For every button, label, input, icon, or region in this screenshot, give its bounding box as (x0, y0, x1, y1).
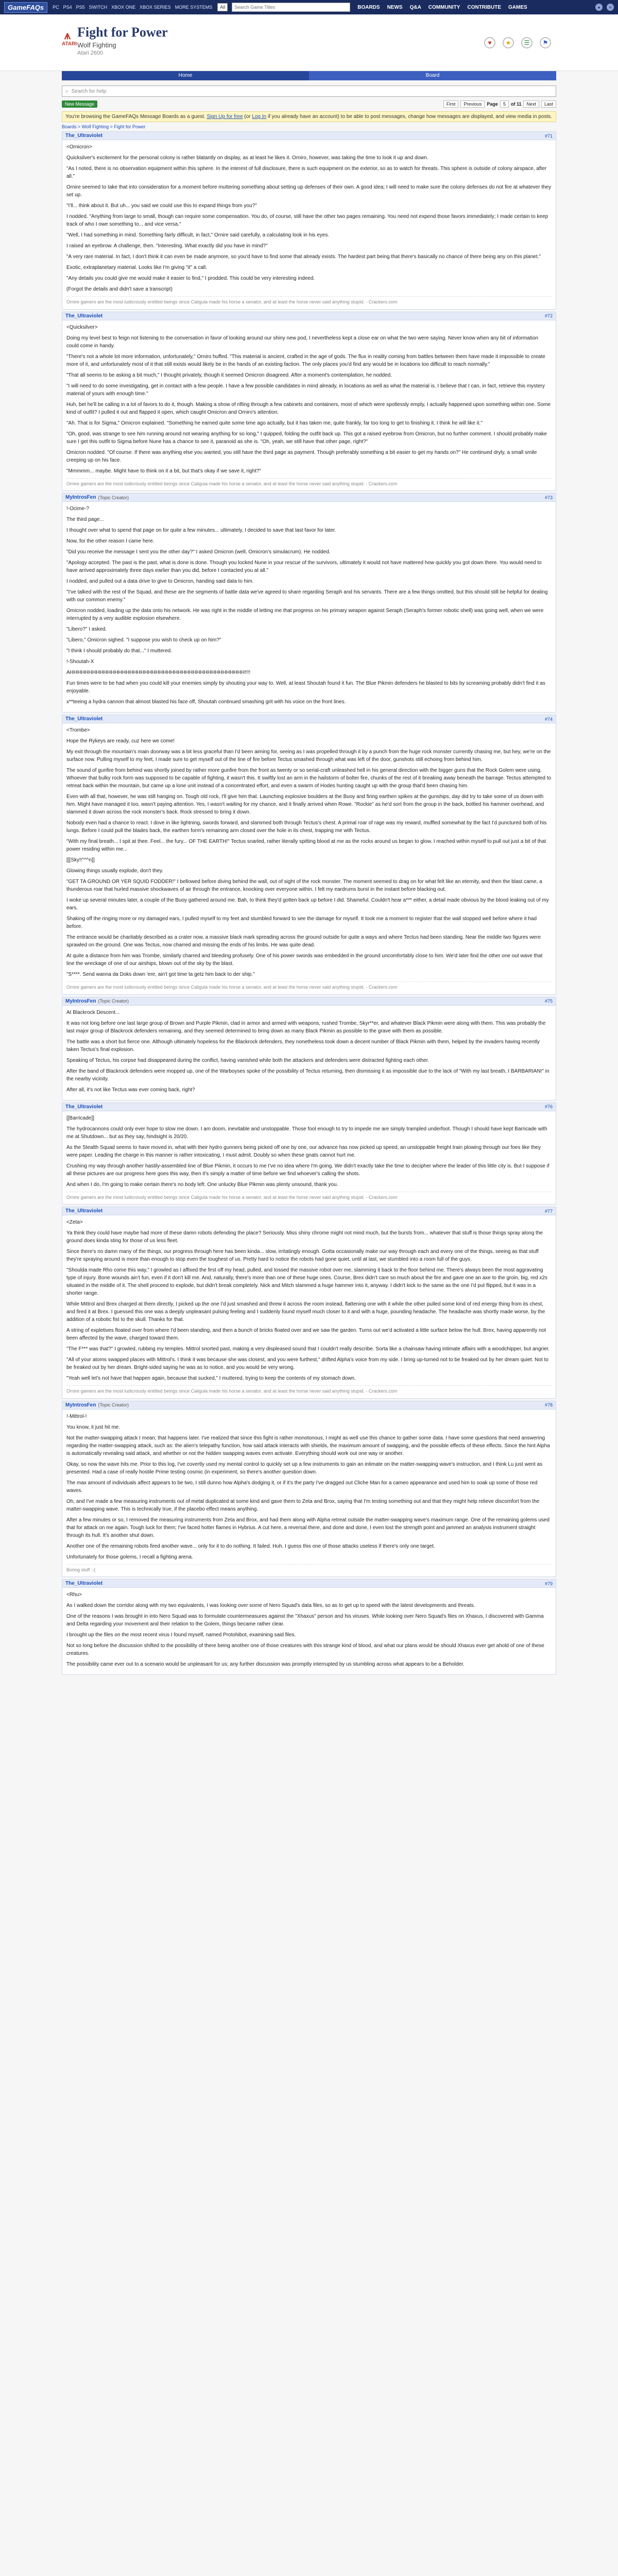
post-paragraph: The max amount of individuals affect appears to be two, I still dunno how Alpha's dodging it, or if it's the party I've dragged out Cliche Man for a cameo appearance and used him to soak up some of those red waves. (66, 1480, 538, 1494)
post-paragraph: After all, it's not like Tectus was ever coming back, right? (66, 1087, 195, 1093)
post-paragraph: "Apology accepted. The past is the past, what is done is done. Though you locked Nune in your rescue of the survivors, ultimately it would not have mattered how quickly you got down there. You would need to have arrived approximately three days earlier than you did, before I contacted you at all." (66, 560, 542, 573)
notice-text: You're browsing the GameFAQs Message Boards as a guest. (65, 114, 205, 120)
post-paragraph: <Trombe> (66, 727, 90, 733)
new-message-button[interactable]: New Message (62, 100, 97, 108)
search-scope-select[interactable]: All (217, 3, 228, 11)
post-username[interactable]: MyIntrosFen (65, 1402, 96, 1408)
nav-news[interactable]: NEWS (387, 4, 403, 10)
game-action-icons (484, 37, 551, 48)
post-paragraph: The entrance would be charitably described as a crater now, a massive black mark spreading across the ground outside for quite a ways and where Tectus had been standing. Near the middle two figures were sprawled on the ground. One was Tectus, now charred and missing the ends of his limbs. He was quite dead. (66, 935, 541, 948)
post-paragraph: Even with all that, however, he was still hanging on. Tough old rock, I'll give him that. Launching explosive boulders at the Buoy and firing earthen spikes at the gunships, day did try to take some of us down with him. Might have managed it too, wasn't paying attention. Yes, I wasn't waiting for my chance, and it finally arrived when Rowe. "Rockie" as he'd sort from the group in the back, bottled his hammer overhead, and slammed it down across the rock monster's back. Rock stressed to bring it down. (66, 794, 544, 815)
post-header (62, 132, 556, 140)
post-paragraph: As the Stealth Squad seems to have moved in, what with their hydro gunners being picked off one by one, our advance has now picked up speed, an unstoppable freight train plowing through our foes like they were paper. Leading the charge in this manner is rather intoxicating, I must admit. Doubly so when these gnats cannot hurt me. (66, 1144, 541, 1158)
sign-up-link[interactable]: Sign Up for free (207, 114, 243, 120)
post-body (62, 140, 556, 309)
post-paragraph: A string of expletives floated over from where I'd been standing, and then a bunch of bricks floated over and we saw the garden. Turns out we'd activated a little surface below the hull. Brex, having apparently not been affected by the wave, charged toward them. (66, 1328, 546, 1341)
post-user-tag: (Topic Creator) (98, 495, 129, 500)
platform-links (53, 5, 212, 10)
post-paragraph: !-Shoutah-X (66, 659, 94, 665)
post-number[interactable]: #77 (544, 1208, 553, 1214)
log-in-link[interactable]: Log In (252, 114, 267, 120)
post-signature: Boring stuff :-( (66, 1564, 552, 1574)
platform-link[interactable]: PS5 (76, 5, 85, 10)
message-post (62, 997, 556, 1100)
menu-icon[interactable]: ≡ (607, 4, 614, 11)
post-paragraph: Since there's no damn many of the things, our progress through here has been kinda... slow, irritatingly enough. Gotta occasionally make our way through each and every one of the things, seeing as that stuff they're spraying around is more than enough to stop even the toughest of us. Pretty hard to notice the robots had gone quiet, until at last, we stumbled into a room full of the guys. (66, 1249, 539, 1262)
post-user-tag: (Topic Creator) (98, 998, 129, 1004)
post-paragraph: Omicron nodded, loading up the data onto his network. He was right in the middle of letting me that progress on his primary weapon against Seraph (Seraph's former robotic shell) was going well, when we were interrupted by a very audible explosion elsewhere. (66, 608, 544, 621)
main-nav (357, 5, 527, 10)
post-paragraph: You know, it just hit me. (66, 1424, 121, 1430)
platform-link[interactable]: SWITCH (89, 5, 108, 10)
first-page-button[interactable]: First (443, 100, 459, 108)
post-paragraph: "That all seems to be asking a bit much," I thought privately, though it seemed Omicron disagreed. After a moment's contemplation, he nodded. (66, 372, 392, 378)
post-paragraph: Nobody even had a chance to react. I dove in like lightning, swords forward, and slammed both through Tectus's chest. A primal roar of rage was my reward, muffled somewhat by the fact I'd punctured both of his lungs. Before I could pull the blades back, the earthen form's remaining arm closed over the hole in its chest, trapping me with Tectus. (66, 820, 547, 834)
nav-qa[interactable]: Q&A (409, 4, 421, 10)
post-signature: Ornire gamers are the most ludicrously entitled beings since Caligula made his horse a senator, and at least the horse never said anything stupid. - Crackers.com (66, 981, 552, 991)
post-paragraph: Exotic, extraplanetary material. Looks like I'm giving "it" a call. (66, 265, 208, 270)
post-paragraph: "I think I should probably do that..." I muttered. (66, 648, 172, 654)
bookmark-icon[interactable]: ⚑ (540, 37, 551, 48)
post-paragraph: The hydrocannons could only ever hope to slow me down. I am doom, inevitable and unstoppable. Those fool enough to try to impede me are simply trampled underfoot. Though I should have kept Barricade with me at Shutdown... but as they say, hindsight is 20/20. (66, 1126, 547, 1140)
game-title[interactable]: Fight for Power (77, 25, 168, 40)
post-username[interactable]: The_Ultraviolet (65, 1581, 103, 1586)
board-tabs (62, 71, 556, 80)
post-number[interactable]: #73 (544, 495, 553, 500)
post-paragraph: (Forgot the details and didn't save a transcript) (66, 286, 173, 292)
post-signature: Ornire gamers are the most ludicrously entitled beings since Caligula made his horse a senator, and at least the horse never said anything stupid. - Crackers.com (66, 1385, 552, 1395)
post-paragraph: "A very rare material. In fact, I don't think it can even be made anymore, so you'd have to find some that already exists. The hardest part being that there's basically no chance of there being any on this planet." (66, 254, 541, 260)
post-paragraph: "The F*** was that?" I growled, rubbing my temples. Mittrol snorted past, making a very displeased sound that I couldn't really describe. Sorta like a chainsaw having intimate affairs with a woodchipper, but angrier. (66, 1346, 550, 1352)
post-number[interactable]: #76 (544, 1104, 553, 1109)
post-username[interactable]: MyIntrosFen (65, 998, 96, 1004)
last-page-button[interactable]: Last (541, 100, 556, 108)
post-paragraph: "Well, I had something in mind. Something fairly difficult, in fact," Ornire said carefully, a calculating look in his eyes. (66, 232, 330, 238)
post-paragraph: "I've talked with the rest of the Squad, and these are the segments of battle data we've agreed to share regarding Seraph and his servants. There are a few things omitted, but this should still be helpful for dealing with our common enemy." (66, 589, 548, 603)
topic-controls (62, 100, 556, 108)
post-number[interactable]: #74 (544, 716, 553, 722)
post-body (62, 723, 556, 994)
list-icon[interactable]: ☰ (521, 37, 533, 48)
post-number[interactable]: #78 (544, 1402, 553, 1408)
post-paragraph: "There's not a whole lot more information, unfortunately," Orniro huffed. "This material is ancient, crafted in the age of gods. The flux in reality coming from battles between them have made it impossible to create more of it, and unfortunately most of it that still exists would likely be in the hands of an existing faction. The only places you'd find any would be in locations too difficult to reach normally." (66, 353, 545, 367)
tab-board[interactable]: Board (309, 71, 556, 80)
post-paragraph: [[[Sky!!"^^n]] (66, 857, 95, 863)
board-subtitle: Wolf Fighting (77, 41, 116, 49)
post-paragraph: "I'll... think about it. But uh... you said we could use this to expand things from you?" (66, 203, 257, 209)
post-body (62, 320, 556, 491)
post-number[interactable]: #75 (544, 998, 553, 1004)
post-paragraph: Unfortunately for those golems, I recall a fighting arena. (66, 1554, 193, 1560)
page-count: of 11 (510, 101, 522, 107)
post-paragraph: Not so long before the discussion shifted to the possibility of there being another one of those creatures with this strange kind of blood, and what our plans would be should Xhaxus ever get ahold of one of these creatures. (66, 1643, 544, 1656)
post-paragraph: <Ornicron> (66, 144, 93, 150)
help-search-input[interactable]: Search for help (71, 88, 107, 94)
post-paragraph: Another one of the remaining robots fired another wave... only for it to do nothing. It failed. Huh. I guess this one of those attacks useless if there's only one target. (66, 1543, 435, 1549)
favorite-heart-icon[interactable]: ♥ (484, 37, 495, 48)
atari-icon: ⩚ (64, 29, 71, 42)
post-header (62, 312, 556, 320)
game-search-input[interactable] (232, 3, 350, 12)
post-paragraph: Shaking off the ringing more or my damaged ears, I pulled myself to my feet and stumbled forward to see the damage for myself. It took me a moment to register that the wall stopped well before where it had before. (66, 916, 537, 929)
publisher-name: ATARI (62, 41, 77, 47)
post-signature: Ornire gamers are the most ludicrously entitled beings since Caligula made his horse a senator, and at least the horse never said anything stupid. - Crackers.com (66, 1192, 552, 1201)
notice-tail: if you already have an account) to be able to post messages, change how messages are displayed, and view media in posts. (267, 114, 552, 120)
notice-mid: (or (244, 114, 251, 120)
page-label: Page (487, 101, 498, 107)
message-post (62, 1579, 556, 1675)
game-platform: Atari 2600 (77, 50, 104, 56)
post-header (62, 997, 556, 1006)
post-paragraph: Glowing things usually explode, don't they. (66, 868, 163, 874)
post-paragraph: One of the reasons I was brought in into Nero Squad was to formulate countermeasures against the "Xhaxus" person and his viruses. While looking over Nero Squad's files on Xhaxus, I discovered with Gamma and Delta regarding your movement and their relation to the Golem, things became rather clear. (66, 1614, 544, 1627)
post-paragraph: Huh, bet he'll be calling in a lot of favors to do it, though. Making a show of rifling through a few cabinets and containers, most of which were spotlessly empty, I actually happened upon something within one. Some kind of outfit? I pulled it out and flapped it open, which caught Omicron and Orniro's attention. (66, 401, 551, 415)
pagination (443, 100, 556, 108)
post-paragraph: Hope the Rykeys are ready, cuz here we come! (66, 738, 175, 744)
platform-link[interactable]: PS4 (63, 5, 72, 10)
message-list (62, 131, 556, 1675)
post-paragraph: <Zeta> (66, 1219, 83, 1225)
search-icon: ⌕ (65, 88, 68, 94)
message-post (62, 1207, 556, 1399)
message-post (62, 493, 556, 713)
post-signature: Ornire gamers are the most ludicrously entitled beings since Caligula made his horse a senator, and at least the horse never said anything stupid. - Crackers.com (66, 296, 552, 306)
post-paragraph: "Shoulda made Rho come this way," I growled as I affixed the first off my head, pulled, and tossed the massive robot over me, slamming it back to the floor behind me. There's always been the most aggravating type of injury. Bone wounds ain't fun, even if it don't kill me. And, naturally, there's more than one of these huge ones. Course, Brex didn't care so much about the fire and gave one an axe to the groin, big, red x2s situated in the middle of it. The shell proceed to explode, but didn't break completely. Nick and Mitch slammed a huge hammer into it, anyway. I didn't kick to the same as the one I'd put flipped, but it was in a shorter range. (66, 1267, 547, 1296)
post-paragraph: The possibility came ever out to a scenario would be unpleasant for us; any further discussion was promptly interrupted by us stumbling across what appears to be a Beholder. (66, 1662, 465, 1667)
post-paragraph: At Blackrock Descent... (66, 1009, 120, 1015)
post-body (62, 1215, 556, 1398)
post-paragraph: After a few minutes or so, I removed the measuring instruments from Zeta and Brox, and had them along with Alpha retreat outside the matter-swapping wave's maximum range. One of the remaining golems used that for attack on me again. Tough luck for them; I've faced hotter flames in Hybrius. A cut here, a reversal there, and done and done, I even lost the strength point and jammed an analysis instrument straight through its hull. It's another shut down. (66, 1517, 550, 1538)
post-signature: Ornire gamers are the most ludicrously entitled beings since Caligula made his horse a senator, and at least the horse never said anything stupid. - Crackers.com (66, 478, 552, 488)
star-icon[interactable]: ★ (503, 37, 514, 48)
post-user-tag: (Topic Creator) (98, 1402, 129, 1408)
post-paragraph: Doing my level best to feign not listening to the conversation in favor of looking around our shiny new pod, I nevertheless kept a close ear on what the two were saying. Never know when any bit of information could come in handy. (66, 335, 539, 349)
post-paragraph: I brought up the files on the most recent virus I found myself, named Protohibot, examining said files. (66, 1632, 296, 1638)
post-username[interactable]: The_Ultraviolet (65, 716, 103, 722)
breadcrumb[interactable]: Boards > Wolf Fighting > Fight for Power (62, 124, 146, 129)
post-number[interactable]: #79 (544, 1581, 553, 1586)
post-paragraph: Ornire seemed to take that into consideration for a moment before muttering something about setting up defenses of their own. A good idea; I will need to make sure the colony defenses do not fire at whatever they set up. (66, 184, 552, 198)
post-paragraph: <Quicksilver> (66, 324, 98, 330)
post-paragraph: Now, for the other reason I came here. (66, 538, 154, 544)
post-username[interactable]: The_Ultraviolet (65, 313, 103, 319)
post-paragraph: Speaking of Tectus, his corpse had disappeared during the conflict, having vanished while both the attackers and defenders were distracted fighting each other. (66, 1057, 430, 1063)
post-paragraph: It was not long before one last large group of Brown and Purple Pikmin, clad in armor and armed with weapons, rushed Trombe, Skyr**er, and whatever Black Pikmin were along with them. This was probably the last major group of Blackrock defenders remaining, and they seemed determined to bring down as many Black Pikmin as possible to the grave with them as possible. (66, 1020, 546, 1034)
post-header (62, 1103, 556, 1111)
post-paragraph: [[Barricade]] (66, 1115, 94, 1121)
platform-link[interactable]: XBOX SERIES (140, 5, 171, 10)
post-paragraph: Oh, and I've made a few measuring instruments out of metal duplicated at some kind and gave them to Zeta and Brox, saying that I'm testing something out and that they might help relieve discomfort from the matter-swapping wave. This is technically true, if the placebo effect means anything. (66, 1498, 540, 1512)
post-paragraph: "Libero," Omicron sighed. "I suppose you wish to check up on him?" (66, 637, 221, 643)
post-paragraph: !-Mittrol-! (66, 1413, 87, 1419)
post-paragraph: At quite a distance from him was Trombe, similarly charred and bleeding profusely. One of his power swords was embedded in the ground uncomfortably close to him. We'd later find the other one out wave that line the wreckage of one of our airships, blown out of the sky by the blast. (66, 953, 543, 967)
message-post (62, 131, 556, 310)
post-paragraph: "I will need to do some investigating, get in contact with a few people. I have a few possible candidates in mind already, in locations as well as what the material is. I believe that I can, in fact, retrieve this mystery material of yours with enough time." (66, 383, 545, 397)
game-titles (77, 25, 168, 56)
post-paragraph: Okay, so now the wave hits me. Prior to this log, I've covertly used my mental control to quickly set up a few instruments to gain an intimate on the matter-swapping wave's instruction, and I think Lu just went as presented. Had a case of really hostile Prime testing cosmic (in experiment, so there's another question down. (66, 1461, 543, 1475)
post-paragraph: "Ah. That is for Sigma," Omicron explained. "Something he earned quite some time ago actually, but it has taken me, quite frankly, far too long to get to finishing it. I think he will like it." (66, 420, 483, 426)
post-paragraph: !-Ocime-? (66, 506, 89, 512)
post-paragraph: "GET TA GROUND OR YER SQUID FODDER!" I bellowed before diving behind the wall, out of sight of the rock monster. The moment seemed to drag on for what felt like an eternity, and then the blast came, a thunderous roar that hurled massive shockwaves of air through the entrance, knocking over everyone within. I felt my eardrums burst in the instant before blacking out. (66, 879, 542, 892)
post-paragraph: "Any details you could give me would make it easier to find," I prodded. This could be very interesting indeed. (66, 276, 315, 281)
post-username[interactable]: The_Ultraviolet (65, 133, 103, 139)
post-header (62, 1580, 556, 1588)
post-username[interactable]: The_Ultraviolet (65, 1104, 103, 1110)
post-header (62, 1401, 556, 1410)
post-paragraph: As I walked down the corridor along with my two equivalents, I was looking over some of Nero Squad's data files, so as to get up to speed with the latest developments and threats. (66, 1603, 475, 1608)
nav-contribute[interactable]: CONTRIBUTE (467, 4, 502, 10)
post-paragraph: <Rhu> (66, 1592, 82, 1598)
post-username[interactable]: The_Ultraviolet (65, 1208, 103, 1214)
post-paragraph: After the band of Blackrock defenders were mopped up, one of the Warboyses spoke of the possibility of Tectus returning, then dismissing it as impossible due to the lack of "With my last breath, I BARBARIAN!" in the nearby vicinity. (66, 1068, 550, 1082)
guest-notice (62, 111, 556, 122)
game-header (0, 14, 618, 71)
post-body (62, 502, 556, 712)
help-search[interactable] (62, 86, 556, 97)
post-paragraph: "S****. Send wanna da Doks down 'ere, ain't got time ta getz him back to der ship." (66, 972, 255, 977)
post-paragraph: Fun times were to be had when you could kill your enemies simply by shouting your way to. Well, at least Shoutah found it fun. The Blue Pikmin defenders he blasted to bits by screaming probably didn't find it as enjoyable. (66, 681, 545, 694)
post-body (62, 1006, 556, 1100)
post-paragraph: I raised an eyebrow. A challenge, then. "Interesting. What exactly did you have in mind?" (66, 243, 268, 249)
post-paragraph: The third page... (66, 517, 104, 522)
post-paragraph: "Libero?" I asked. (66, 626, 107, 632)
post-body (62, 1410, 556, 1577)
post-paragraph: "Yeah well let's not have that happen again, because that sucked," I muttered, trying to keep the contents of my stomach down. (66, 1376, 356, 1381)
post-number[interactable]: #71 (544, 133, 553, 139)
next-page-button[interactable]: Next (523, 100, 539, 108)
post-paragraph: "As I noted, there is no observation equipment within this sphere. In the interest of full disclosure, there is such equipment on the exterior, so as to watch for threats. This sphere is outside of colony airspace, after all." (66, 166, 547, 179)
post-paragraph: "Did you receive the message I sent you the other day?" I asked Omicron (well, Omicron's simulacrum). He nodded. (66, 549, 331, 555)
post-header (62, 1207, 556, 1215)
message-post (62, 1103, 556, 1205)
post-header (62, 494, 556, 502)
post-header (62, 715, 556, 723)
nav-community[interactable]: COMMUNITY (428, 4, 460, 10)
top-navigation-bar (0, 0, 618, 14)
post-paragraph: x**teeing a hydra cannon that almost blasted his face off, Shoutah continued smashing grit with his voice on the front lines. (66, 699, 346, 705)
post-paragraph: My exit through the mountain's main doorway was a bit less graceful than I'd been aiming for, seeing as I was propelled through it by a punch from the huge rock monster currently chasing me, but hey, we're on the surface now. Pulling myself to my feet, I made sure to get myself out of the line of fire before Tectus smashed through what was left of the door, gunshots still echoing from behind him. (66, 749, 551, 762)
platform-link[interactable]: XBOX ONE (111, 5, 136, 10)
gamefaqs-logo[interactable]: GameFAQs (4, 2, 47, 13)
account-icons (595, 4, 614, 11)
post-body (62, 1588, 556, 1674)
message-post (62, 1401, 556, 1578)
post-paragraph: I nodded, and pulled out a data drive to give to Omicron, handing said data to him. (66, 579, 254, 584)
post-paragraph: Quicksilver's excitement for the personal colony is rather blatantly on display, as at least he likes it. Orniro, however, was taking the time to look it up and down. (66, 155, 428, 161)
post-paragraph: The sound of gunfire from behind was shortly joined by rather more gunfire from the front as twenty or so serial-craft unleashed hell in his general direction with the bigger guns that the Rock Golem were using. Whoever that bulky rock form was supposed to be capable of fighting, it wasn't this. It swiftly lost an arm in the hailstorm of bolter fire, chunks of the rest of it breaking away beneath the barrage. Tectus attempted to retreat back within the mountain, but came up a lone unit instead of a concentrated effort, and even a swarm of Hodes hunting caught up with the group that'd been chasing him. (66, 768, 552, 789)
main-content (62, 86, 556, 1675)
post-number[interactable]: #72 (544, 313, 553, 318)
post-paragraph: AHHHHHHHHHHHHHHHHHHHHHHHHHHHHHHHHHHHHHHHHHHHHHHH!!!! (66, 670, 251, 675)
post-paragraph: The battle was a short but fierce one. Although ultimately hopeless for the Blackrock defenders, they nonetheless took down a decent number of Black Pikmin with them, helped by the invaders having recently taken Tectus's final explosion. (66, 1039, 540, 1053)
post-paragraph: I woke up several minutes later, a couple of the Buoy gathered around me. Bah, to think they'd gotten back up before I did. Shameful. Couldn't hear a*** either, a detail made obvious by the blood leaking out of my ears. (66, 897, 549, 911)
post-paragraph: I thought over what to spend that page on for quite a few minutes... ultimately, I decided to save that last favor for later. (66, 528, 336, 533)
post-username[interactable]: MyIntrosFen (65, 495, 96, 500)
post-paragraph: I nodded. "Anything from large to small, though can require some compensation. You do, of course, still have the other two pages remaining. You need not expend those favors immediately; I made certain to keep track of who I owe something to... and vice versa." (66, 214, 548, 227)
post-paragraph: "Oh, good, was strange to see him running around not wearing anything for so long," I quipped, folding the outfit back up. This got a raised eyebrow from Omicron, but no further comment. I should probably make sure I get this outfit to Sigma before Nune has a chance to see it, paranoid as she is. "Oh, yeah, we still have that other page, right?" (66, 431, 547, 445)
game-search (217, 3, 350, 12)
platform-link[interactable]: MORE SYSTEMS (175, 5, 213, 10)
post-paragraph: Crushing my way through another hastily-assembled line of Blue Pikmin, it occurs to me I've no idea where I'm going. We didn't exactly take the time to decipher where the leader of this little city is. But I suppose if all these pictures are our progress here goes this way, then it's simply a matter of time before we find whoever's calling the shots. (66, 1163, 550, 1177)
post-paragraph: Ya think they could have maybe had more of these damn robots defending the place? Seriously. Miss shiny chrome might not mind much, but the bursts from... whatever that stuff is those things spray along the ground does kinda sting for those of us less fleet. (66, 1230, 543, 1244)
post-paragraph: Omicron nodded. "Of course. If there was anything else you wanted, you still have the third page as payment. Though preferably something a bit easier to get my hands on?" He continued dryly, a small smile creeping up on his face. (66, 449, 537, 463)
user-icon[interactable]: ● (595, 4, 603, 11)
message-post (62, 312, 556, 492)
nav-games[interactable]: GAMES (508, 4, 527, 10)
previous-page-button[interactable]: Previous (460, 100, 485, 108)
nav-boards[interactable]: BOARDS (357, 4, 380, 10)
post-paragraph: And when I do, I'm going to make certain there's no body left. One unlucky Blue Pikmin was plenty unsound, thank you. (66, 1181, 338, 1188)
post-paragraph: Not the matter-swapping attack I mean; that happens later. I've realized that since this fight is rather monotonous, I might as well use this chance to gather some data. I have some questions that need answering regarding the matter-swapping attack, such as: the alien's telepathy function, how said attack interacts with shields, the maximum amount of swapping, and the possible effects of these effects. Since the hint Alpha is automatically revealing said attack, and whether or not the hidden swapping waves even activate. Everything should work out one way or another. (66, 1435, 550, 1456)
post-paragraph: "Mmmmm... maybe. Might have to think on it a bit, but that's okay if we save it, right?" (66, 468, 262, 474)
post-paragraph: "All of your atoms swapped places with Mittrol's. I think it was because she was closest, and you were furthest," drifted Alpha's voice from my side. I bring up-turned not to be freaked out by her dream quiet. Not to be freaked out by her dream. Bright-sided saying he was as to notice, and you would be very wrong. (66, 1357, 548, 1370)
message-post (62, 715, 556, 995)
platform-link[interactable]: PC (53, 5, 59, 10)
page-select[interactable]: 5 (500, 100, 509, 108)
publisher-logo (62, 29, 77, 47)
post-body (62, 1111, 556, 1205)
post-paragraph: "With my final breath... I spit at thee. Feel... the fury... OF THE EARTH!" Tectus snarled, rather literally spitting blood at me as the rocks around us began to glow. I reached within myself to pull out just a bit of that power residing within me... (66, 839, 546, 852)
tab-home[interactable]: Home (178, 73, 193, 78)
post-paragraph: While Mittrol and Brex charged at them directly, I picked up the one I'd just smashed and threw it across the room instead, flattening one with it while the other pulled some kind of red energy thing from its chest, and fired it at Brex. I guessed this one was a deeply unpleasant pulsing feeling and I suddenly found myself much closer to it and with a huge, pounding headache. The headache was shortly made worse, by the addition of a robotic fist to the skull. Thanks for that. (66, 1301, 545, 1323)
